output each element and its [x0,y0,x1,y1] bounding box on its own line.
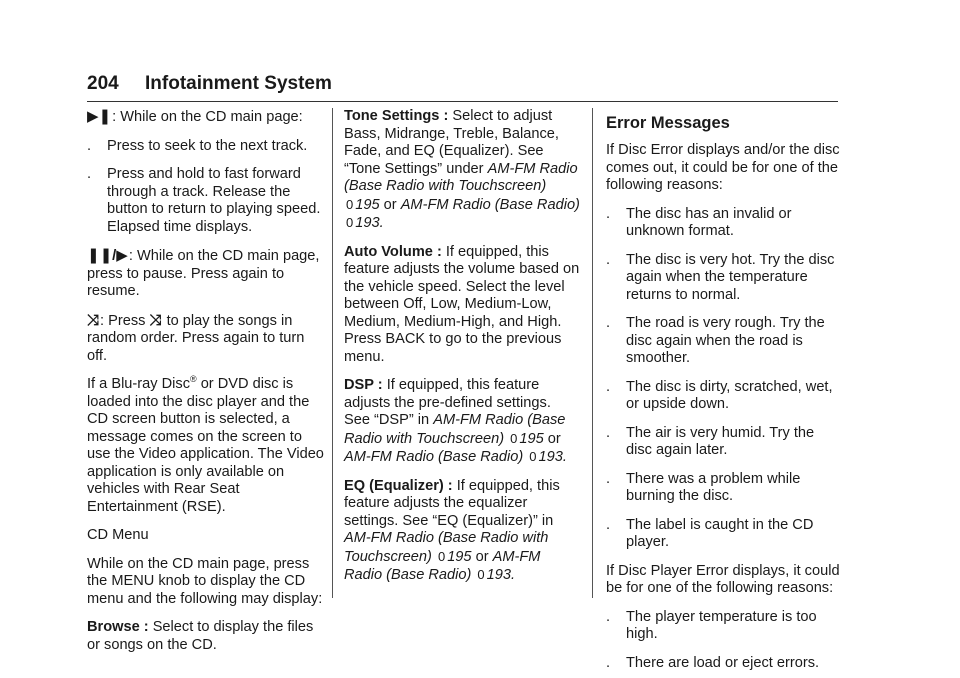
page-ref[interactable]: 193 [486,567,512,583]
page-ref[interactable]: 195 [355,196,380,213]
list-item: . The air is very humid. Try the disc again later. [606,424,815,458]
player-error-intro: If Disc Player Error displays, it could be for one of the following reasons: [606,562,840,596]
list-item: . Press and hold to fast forward through a track. Release the button to return to playing speed. Elapsed time displays. [87,166,321,235]
list-item: . The label is caught in the CD player. [606,516,814,550]
column-left [87,108,325,665]
page-ref[interactable]: 195 [519,430,544,447]
browse-paragraph: Browse : Select to display the files or songs on the CD. [87,619,314,653]
shuffle-icon: ⤨ [149,311,162,329]
list-item: . Press to seek to the next track. [87,137,308,154]
column-divider [592,108,593,598]
cross-reference-link[interactable]: AM-FM Radio (Base Radio with Touchscreen) [344,160,578,194]
pause-paragraph: ❚❚/▶: While on the CD main page, press to pause. Press again to resume. [87,247,320,299]
page-number: 204 [87,73,119,94]
page-ref-icon: 0 [477,567,485,582]
list-item: . There are load or eject errors. [606,654,820,671]
list-item: . There was a problem while burning the disc. [606,470,801,504]
cross-reference-link[interactable]: AM-FM Radio (Base Radio with Touchscreen) [344,412,566,447]
column-divider [332,108,333,598]
page-ref[interactable]: 193 [355,215,380,231]
cross-reference-link[interactable]: AM-FM Radio (Base Radio) [400,196,580,213]
seek-paragraph: ▶❚: While on the CD main page: [87,108,303,125]
auto-volume-paragraph: Auto Volume : If equipped, this feature adjusts the volume based on the vehicle speed. Select the level between Off, Low, Medium-Low, Medium, Medium-High, and High. Press BACK to go to the previous menu. [344,243,580,365]
page-title: Infotainment System [145,73,332,94]
next-track-icon: ▶❚ [87,108,112,125]
section-heading: Error Messages [606,114,730,132]
pause-play-icon: ❚❚/▶ [87,247,128,264]
error-intro: If Disc Error displays and/or the disc comes out, it could be for one of the following reasons: [606,142,840,193]
page-ref-icon: 0 [510,430,518,446]
page-ref-icon: 0 [529,449,537,464]
cd-menu-heading: CD Menu [87,527,149,543]
list-item: . The disc has an invalid or unknown format. [606,205,792,239]
list-item: . The road is very rough. Try the disc again when the road is smoother. [606,315,825,366]
dsp-paragraph: DSP : If equipped, this feature adjusts the pre-defined settings. See “DSP” in AM-FM Radio (Base Radio with Touchscreen) 0 195 or AM-FM Radio (Base Radio) 0 193. [344,377,567,465]
page-ref-icon: 0 [346,196,354,212]
list-item: . The player temperature is too high. [606,608,817,642]
shuffle-paragraph: ⤨: Press ⤨ to play the songs in random order. Press again to turn off. [87,311,305,364]
page-ref-icon: 0 [437,548,446,564]
eq-paragraph: EQ (Equalizer) : If equipped, this feature adjusts the equalizer settings. See “EQ (Equalizer)” in AM-FM Radio (Base Radio with Touchscreen) 0 195 or AM-FM Radio (Base Radio) 0 193. [344,477,560,583]
cross-reference-link[interactable]: AM-FM Radio (Base Radio) [344,548,541,583]
list-item: . The disc is very hot. Try the disc again when the temperature returns to normal. [606,251,835,303]
column-right [606,108,840,678]
tone-settings-paragraph: Tone Settings : Select to adjust Bass, Midrange, Treble, Balance, Fade, and EQ (Equalizer). See “Tone Settings” under AM-FM Radio (Base Radio with Touchscreen) 0 195 or AM-FM Radio (Base Radio) 0 193. [344,108,580,231]
cd-menu-paragraph: While on the CD main page, press the MENU knob to display the CD menu and the following may display: [87,555,323,607]
list-item: . The disc is dirty, scratched, wet, or upside down. [606,378,833,412]
cross-reference-link[interactable]: AM-FM Radio (Base Radio) [344,449,524,465]
page-ref[interactable]: 195 [447,548,472,565]
column-middle [344,108,580,596]
cross-reference-link[interactable]: AM-FM Radio (Base Radio with Touchscreen) [344,530,549,565]
page-ref-icon: 0 [346,215,354,230]
page-ref[interactable]: 193 [538,449,563,465]
bluray-paragraph: If a Blu-ray Disc® or DVD disc is loaded into the disc player and the CD screen button is selected, a message comes on the screen to use the Video application. The Video application is only available on vehicles with Rear Seat Entertainment (RSE). [87,374,324,515]
shuffle-icon: ⤨ [87,311,100,329]
page-header [87,70,838,102]
